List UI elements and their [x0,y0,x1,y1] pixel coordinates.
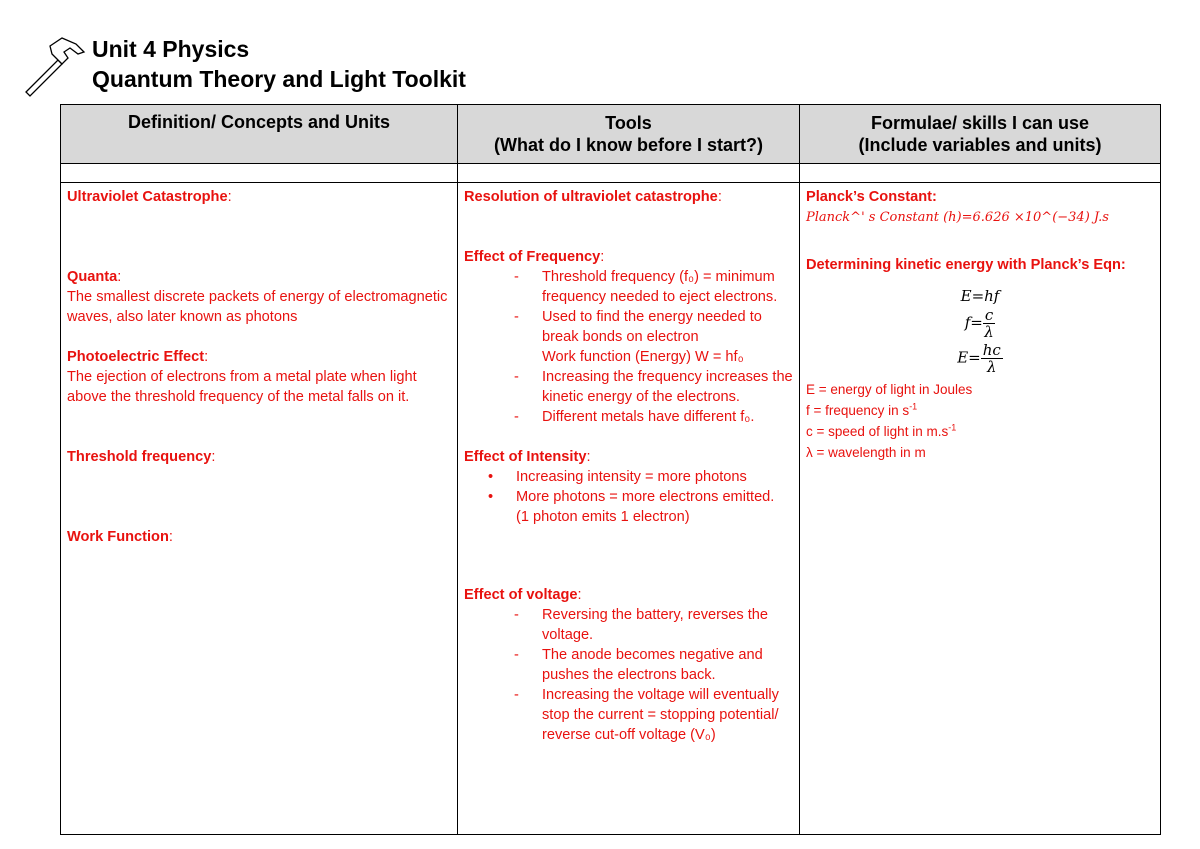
list-item: - Increasing the frequency increases the kinetic energy of the electrons. [514,367,793,407]
list-item: • More photons = more electrons emitted. [488,487,793,507]
hammer-icon [22,34,88,98]
title-line-2: Quantum Theory and Light Toolkit [92,66,466,92]
formula-e-hf: E=hf [960,287,1000,305]
tools-cell: Resolution of ultraviolet catastrophe: Effect of Frequency: - Threshold frequency (f₀) = minimum frequency needed to eject electrons. - Used to find the energy needed to break bonds on electron Work function (Energy) W = hf₀ - Increasing the frequency increases the kinetic energy of the electrons. - Different metals have different f₀. Effect of Intensity: • Increasing intensity = more photons • More photons = more electrons emitted. (1 photon emits 1 electron) Effect of voltage: - Reversing the battery, reverses the voltage. - The anode becomes negative and pushes the electrons back. - Increasing the voltage will eventually stop the current = stopping potential/ reverse cut-off voltage (V₀) [458,183,800,835]
page-title [92,34,466,94]
formula-e-hc-lambda: E= $\frac{hc}{\lambda}$ [957,341,1001,376]
intensity-list [464,467,793,507]
formula-block [806,287,1154,375]
list-item: - Different metals have different f₀. [514,407,793,427]
var-frequency: f = frequency in $s^{-1}$ [806,401,918,418]
col-header-definitions: Definition/ Concepts and Units [61,105,458,164]
photoelectric-definition: The ejection of electrons from a metal plate when light above the threshold frequency of the metal falls on it. [67,369,417,405]
planck-constant-equation: Planck^' s Constant (h)=6.626 ×10^(−34) J.s [806,210,1109,225]
list-item: - Threshold frequency (f₀) = minimum frequency needed to eject electrons. [514,267,793,307]
spacer-row [61,164,1161,183]
voltage-list [464,605,793,745]
frequency-list [464,267,793,427]
quanta-definition: The smallest discrete packets of energy of electromagnetic waves, also later known as photons [67,289,448,325]
var-energy: E = energy of light in Joules [806,382,973,397]
list-item: - Reversing the battery, reverses the voltage. [514,605,793,645]
list-item: • Increasing intensity = more photons [488,467,793,487]
list-item: - Used to find the energy needed to break bonds on electron Work function (Energy) W = hf₀ [514,307,793,367]
quanta-label: Quanta [67,269,118,285]
title-line-1: Unit 4 Physics [92,36,250,62]
col-header-tools: Tools (What do I know before I start?) [458,105,800,164]
work-function-label: Work Function [67,529,169,545]
variable-definitions [806,379,1154,463]
var-speed: c = speed of light in $m.s^{-1}$ [806,422,957,439]
formulae-cell [800,183,1161,835]
content-row [61,183,1161,835]
col-header-formulae: Formulae/ skills I can use (Include variables and units) [800,105,1161,164]
toolkit-table [60,104,1161,835]
effect-intensity-label: Effect of Intensity [464,449,587,465]
table-header-row [61,105,1161,164]
list-item: - The anode becomes negative and pushes the electrons back. [514,645,793,685]
threshold-frequency-label: Threshold frequency [67,449,212,465]
list-item: - Increasing the voltage will eventually stop the current = stopping potential/ reverse cut-off voltage (V₀) [514,685,793,745]
formula-f-c-lambda: f= $\frac{c}{\lambda}$ [964,306,994,341]
definitions-cell: Ultraviolet Catastrophe: Quanta: The smallest discrete packets of energy of electromagnetic waves, also later known as photons Photoelectric Effect: The ejection of electrons from a metal plate when light above the threshold frequency of the metal falls on it. Threshold frequency: Work Function: [61,183,458,835]
effect-frequency-label: Effect of Frequency [464,249,601,265]
planck-constant-label: Planck’s Constant: [806,189,937,205]
effect-voltage-label: Effect of voltage [464,587,578,603]
kinetic-energy-label: Determining kinetic energy with Planck’s Eqn: [806,257,1126,273]
uv-catastrophe-label: Ultraviolet Catastrophe [67,189,228,205]
var-wavelength: λ = wavelength in m [806,445,926,460]
photoelectric-label: Photoelectric Effect [67,349,205,365]
resolution-label: Resolution of ultraviolet catastrophe [464,189,718,205]
intensity-note: (1 photon emits 1 electron) [516,509,690,525]
work-function-formula: Work function (Energy) W = hf₀ [542,349,744,365]
